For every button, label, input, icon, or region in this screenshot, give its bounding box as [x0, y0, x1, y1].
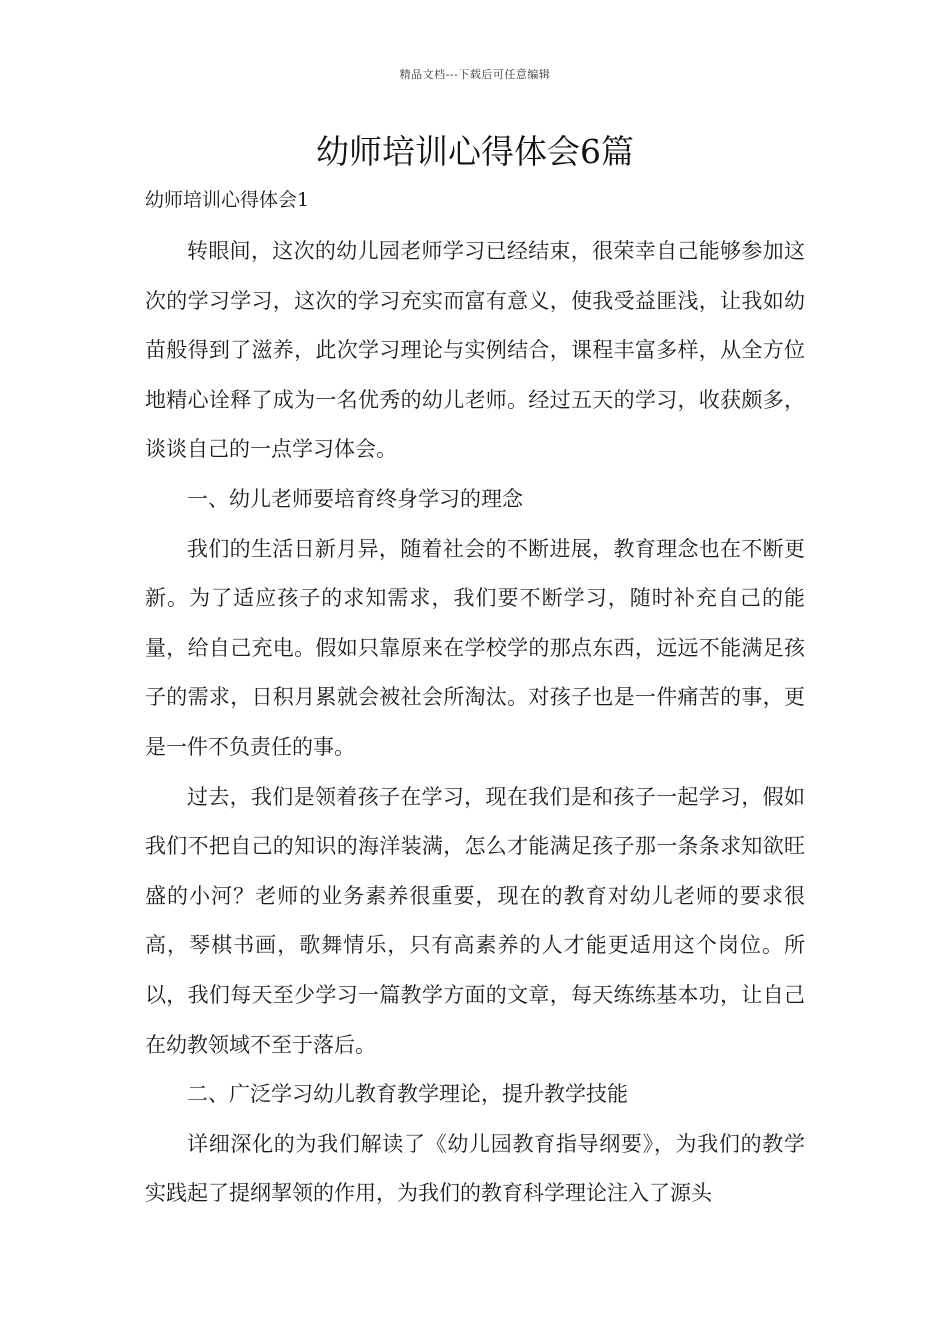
- document-body: [145, 227, 805, 1219]
- paragraph: 详细深化的为我们解读了《幼儿园教育指导纲要》，为我们的教学实践起了提纲挈领的作用，为我们的教育科学理论注入了源头: [145, 1131, 805, 1206]
- section-heading: 二、广泛学习幼儿教育教学理论，提升教学技能: [187, 1082, 628, 1107]
- paragraph: 转眼间，这次的幼儿园老师学习已经结束，很荣幸自己能够参加这次的学习学习，这次的学习充实而富有意义，使我受益匪浅，让我如幼苗般得到了滋养，此次学习理论与实例结合，课程丰富多样，从全方位地精心诠释了成为一名优秀的幼儿老师。经过五天的学习，收获颇多，谈谈自己的一点学习体会。: [145, 239, 805, 462]
- paragraph: 我们的生活日新月异，随着社会的不断进展，教育理念也在不断更新。为了适应孩子的求知需求，我们要不断学习，随时补充自己的能量，给自己充电。假如只靠原来在学校学的那点东西，远远不能满足孩子的需求，日积月累就会被社会所淘汰。对孩子也是一件痛苦的事，更是一件不负责任的事。: [145, 536, 805, 759]
- paragraph: 过去，我们是领着孩子在学习，现在我们是和孩子一起学习，假如我们不把自己的知识的海洋装满，怎么才能满足孩子那一条条求知欲旺盛的小河？老师的业务素养很重要，现在的教育对幼儿老师的要求很高，琴棋书画，歌舞情乐，只有高素养的人才能更适用这个岗位。所以，我们每天至少学习一篇教学方面的文章，每天练练基本功，让自己在幼教领域不至于落后。: [145, 784, 805, 1057]
- document-title: 幼师培训心得体会6篇: [316, 132, 634, 171]
- section-heading: 一、幼儿老师要培育终身学习的理念: [187, 486, 523, 511]
- document-subtitle: 幼师培训心得体会1: [145, 189, 310, 211]
- header-note: 精品文档---下载后可任意编辑: [399, 68, 551, 81]
